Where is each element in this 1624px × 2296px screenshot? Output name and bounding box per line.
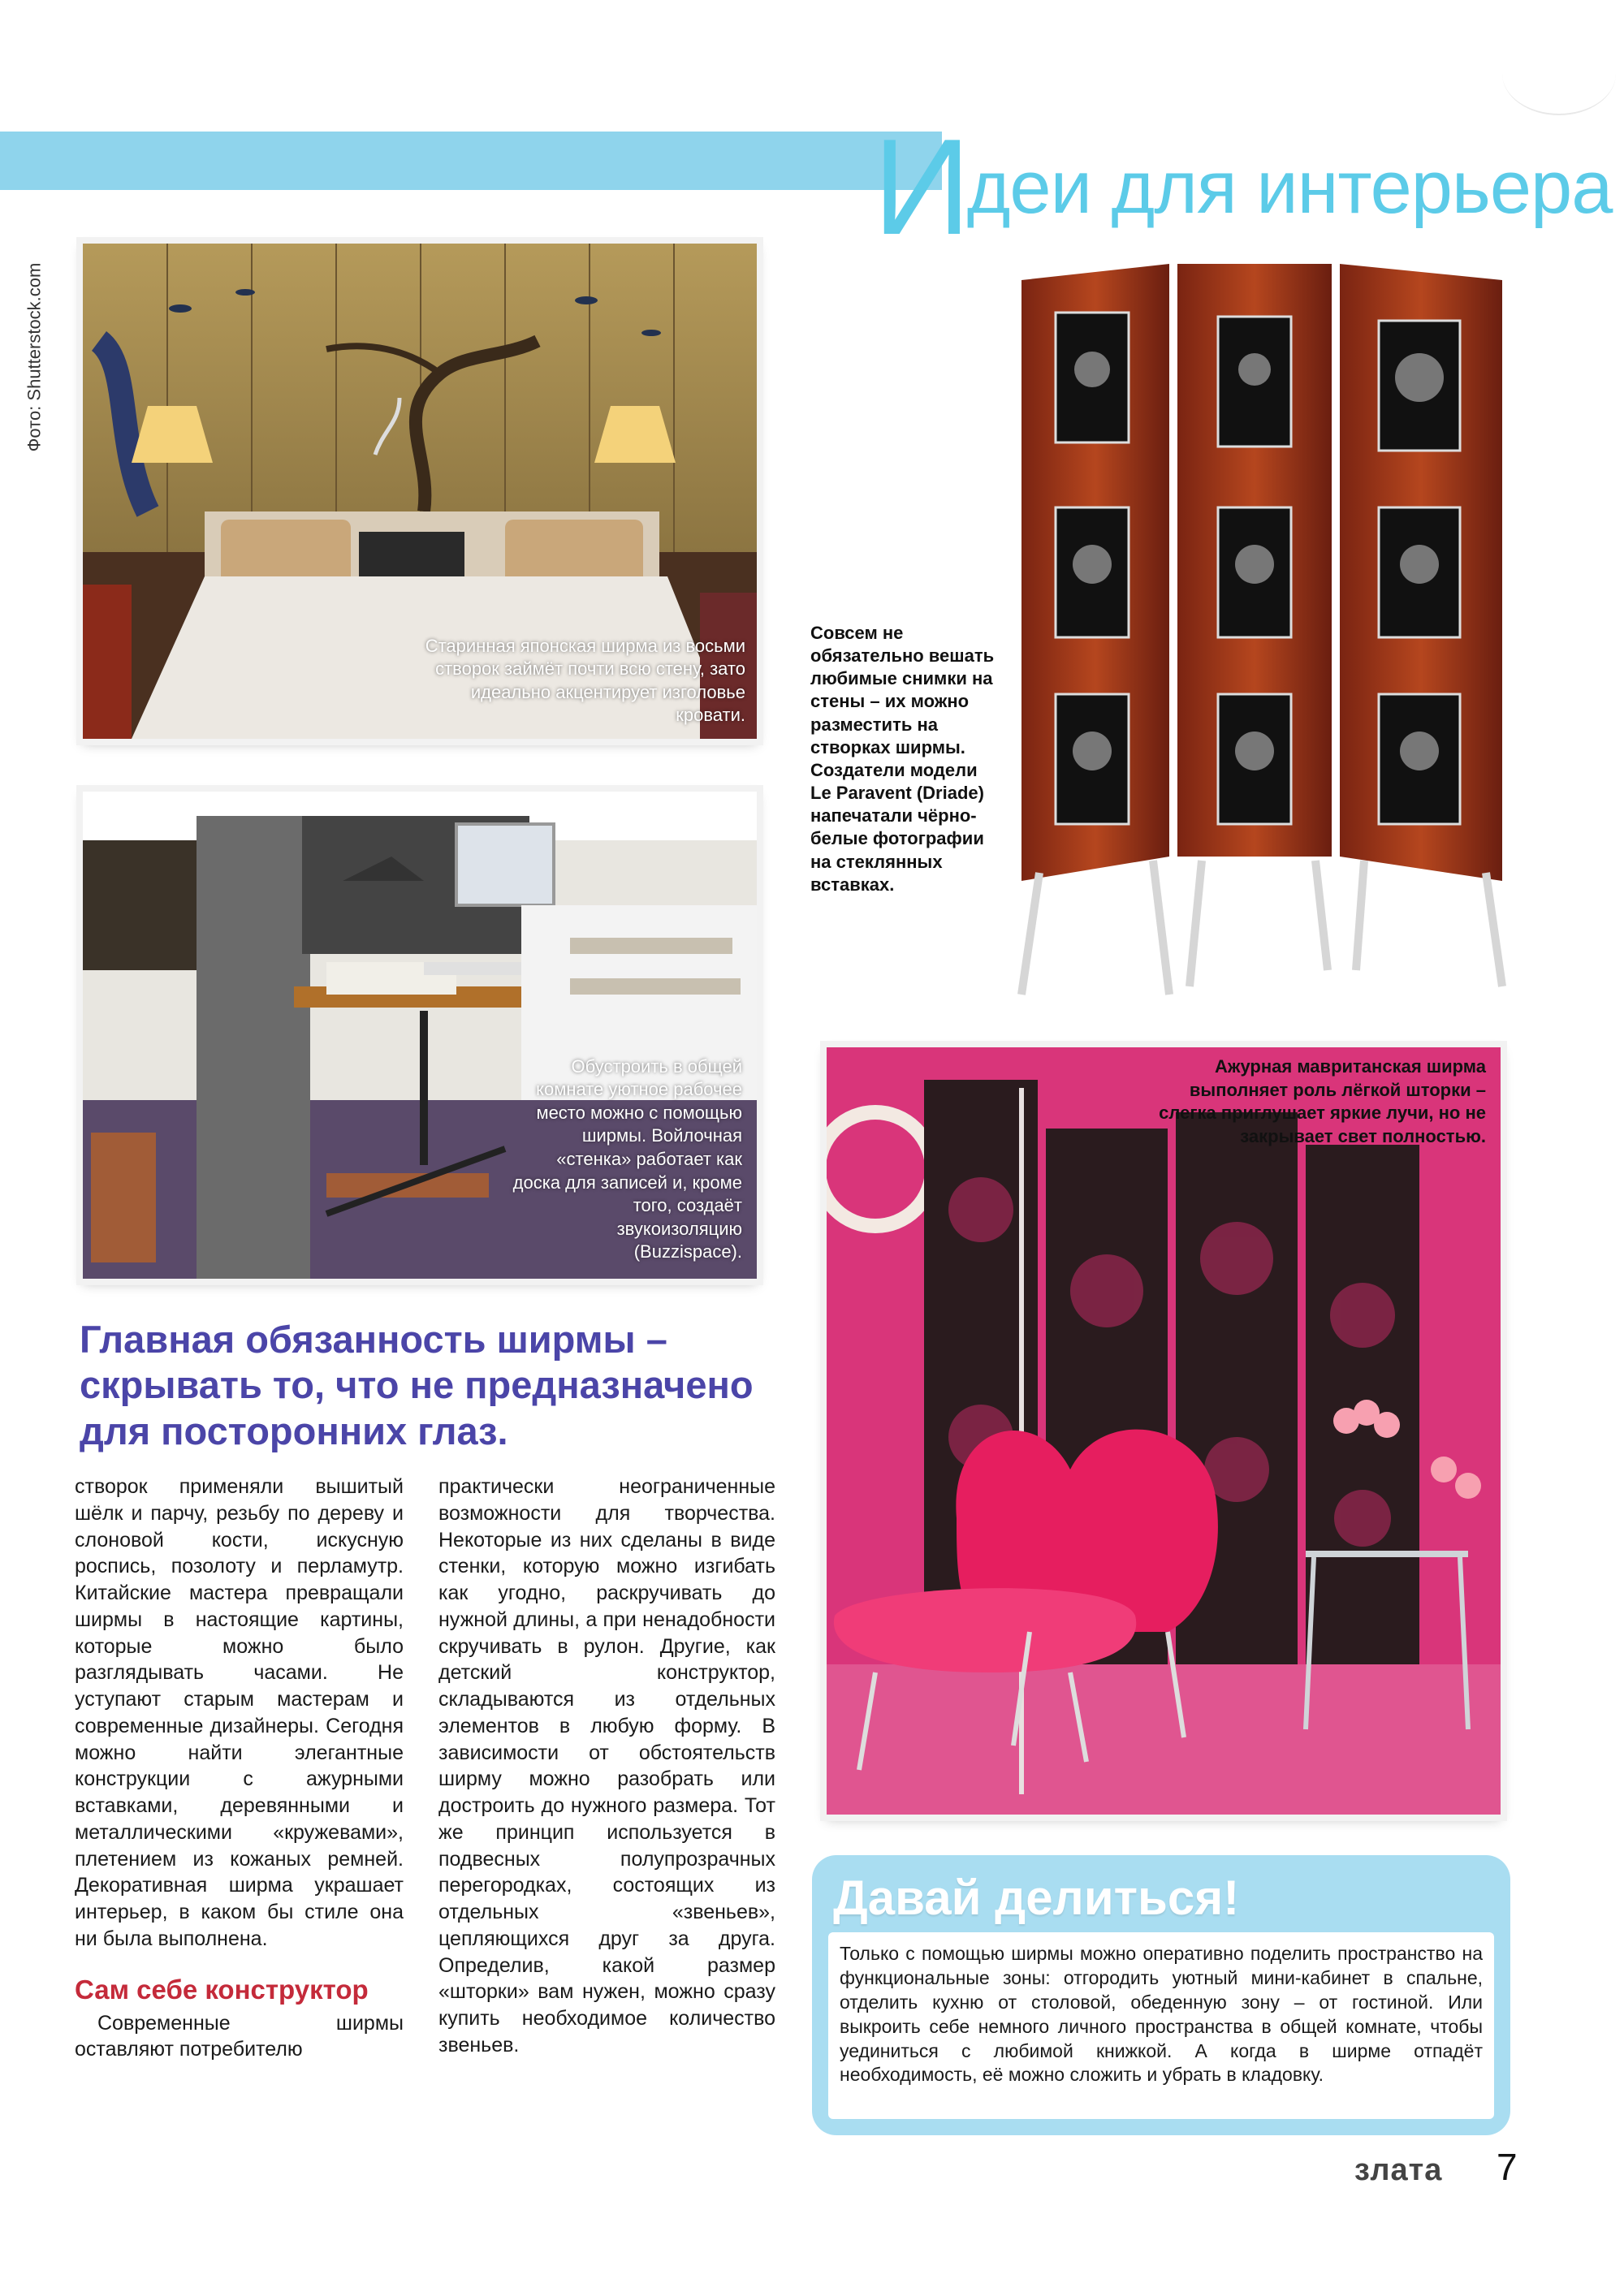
bedroom-caption: Старинная японская ширма из восьми створок займёт почти всю стену, зато идеально акцентирует изголовье кровати. (425, 635, 745, 726)
magazine-logo: злата (1354, 2153, 1443, 2187)
office-caption: Обустроить в общей комнате уютное рабочее место можно с помощью ширмы. Войлочная «стенка» работает как доска для записей и, кроме того, создаёт звукоизоляцию (Buzzispace). (512, 1055, 742, 1262)
pink-room-photo (827, 1047, 1501, 1815)
page-number: 7 (1497, 2146, 1518, 2188)
bedroom-photo (83, 244, 757, 739)
photo-screen-caption: Совсем не обязательно вешать любимые снимки на стены – их можно разместить на створках ширмы. Создатели модели Le Paravent (Driade) напечатали чёрно-белые фотографии на стеклянных вставках. (810, 623, 995, 895)
photo-screen-illustration (1015, 256, 1518, 1003)
section-title (873, 88, 1613, 263)
header-bar (0, 132, 942, 190)
section-title-rest: деи для интерьера (966, 146, 1613, 229)
photo-credit-text: Фото: Shutterstock.com (24, 262, 44, 452)
office-photo (83, 792, 757, 1279)
headline: Главная обязанность ширмы – скрывать то, что не предназначено для посторонних глаз. (80, 1318, 754, 1452)
body-column-1 (75, 1474, 404, 2063)
subheading: Сам себе конструктор (75, 1974, 369, 2005)
body-paragraph: практически неограниченные возможности для творчества. Некоторые из них сделаны в виде стенки, которую можно изгибать как угодно, раскручивать до нужной длины, а при ненадобности скручивать в рулон. Другие, как детский конструктор, складываются из отдельных элементов в любую форму. В зависимости от обстоятельств ширму можно разобрать или достроить до нужного размера. Тот же принцип используется в подвесных полупрозрачных перегородках, состоящих из отдельных «звеньев», цепляющихся друг за друга. Определив, какой размер «шторки» вам нужен, можно сразу купить необходимое количество звеньев. (438, 1475, 775, 2056)
info-box-body (828, 1932, 1494, 2119)
body-paragraph: створок применяли вышитый шёлк и парчу, резьбу по дереву и слоновой кости, искусную роспись, позолоту и перламутр. Китайские мастера превращали ширмы в настоящие картины, которые можно было разглядывать часами. Не уступают старым мастерам и современные дизайнеры. Сегодня можно найти элегантные конструкции с ажурными вставками, деревянными и металлическими «кружевами», плетением из кожаных ремней. Декоративная ширма украшает интерьер, в каком бы стиле она ни была выполнена. (75, 1475, 404, 1950)
section-title-initial: И (873, 110, 970, 263)
info-box (812, 1855, 1510, 2135)
pink-room-illustration (827, 1047, 1501, 1815)
photo-screen-image (1015, 256, 1518, 1003)
info-box-text: Только с помощью ширмы можно оперативно поделить пространство на функциональные зоны: отгородить уютный мини-кабинет в спальне, отделить кухню от столовой, обеденную зону – от гостиной. Или выкроить себе немного личного пространства в общей комнате, чтобы уединиться с любимой книжкой. А когда в ширме отпадёт необходимость, её можно сложить и убрать в кладовку. (840, 1943, 1483, 2086)
photo-credit (10, 244, 58, 471)
pink-room-caption: Ажурная мавританская ширма выполняет роль лёгкой шторки – слегка приглушает яркие лучи, но не закрывает свет полностью. (1159, 1056, 1486, 1146)
body-paragraph: Современные ширмы оставляют потребителю (75, 2011, 404, 2061)
body-column-2 (438, 1474, 775, 2059)
info-box-title: Давай делиться! (833, 1871, 1240, 1925)
